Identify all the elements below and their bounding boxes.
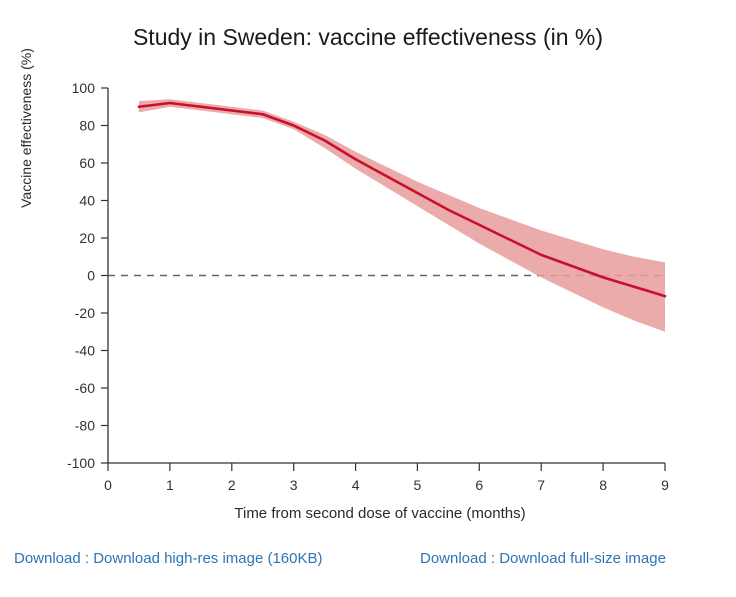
x-tick-label: 3 (289, 477, 298, 493)
x-tick-label: 8 (599, 477, 607, 493)
x-axis-ticks (108, 463, 665, 471)
y-tick-label: 80 (79, 117, 95, 134)
x-tick-label: 2 (227, 477, 236, 493)
y-tick-label: -20 (74, 305, 95, 321)
chart-plot-area (0, 48, 736, 530)
x-tick-label: 9 (661, 477, 669, 493)
y-tick-label: -40 (74, 342, 95, 359)
y-axis-label: Vaccine effectiveness (%) (18, 48, 34, 208)
x-axis-label: Time from second dose of vaccine (months) (234, 505, 526, 522)
y-tick-label: 60 (79, 155, 95, 171)
y-tick-label: 40 (79, 192, 95, 209)
download-high-res-link[interactable]: Download : Download high-res image (160KB) (14, 550, 323, 567)
divider (0, 540, 736, 541)
y-tick-label: -80 (74, 417, 95, 434)
x-tick-label: 4 (351, 477, 360, 493)
y-tick-label: 0 (87, 267, 95, 284)
download-links-bar (0, 545, 736, 585)
vaccine-effectiveness-line-chart (0, 68, 736, 530)
y-axis-ticks (101, 88, 108, 463)
y-axis-tick-labels (67, 80, 95, 471)
x-axis-tick-labels (104, 477, 669, 493)
y-tick-label: 100 (71, 80, 95, 96)
y-tick-label: -60 (74, 380, 95, 396)
x-tick-label: 6 (475, 477, 484, 493)
y-tick-label: -100 (66, 455, 95, 471)
x-tick-label: 1 (166, 477, 174, 493)
x-tick-label: 7 (537, 477, 546, 493)
x-tick-label: 0 (104, 477, 112, 493)
page-title: Study in Sweden: vaccine effectiveness (in %) (132, 24, 604, 50)
download-full-size-link[interactable]: Download : Download full-size image (420, 550, 666, 567)
y-tick-label: 20 (79, 230, 95, 246)
confidence-interval-band (139, 99, 665, 332)
x-tick-label: 5 (413, 477, 422, 493)
